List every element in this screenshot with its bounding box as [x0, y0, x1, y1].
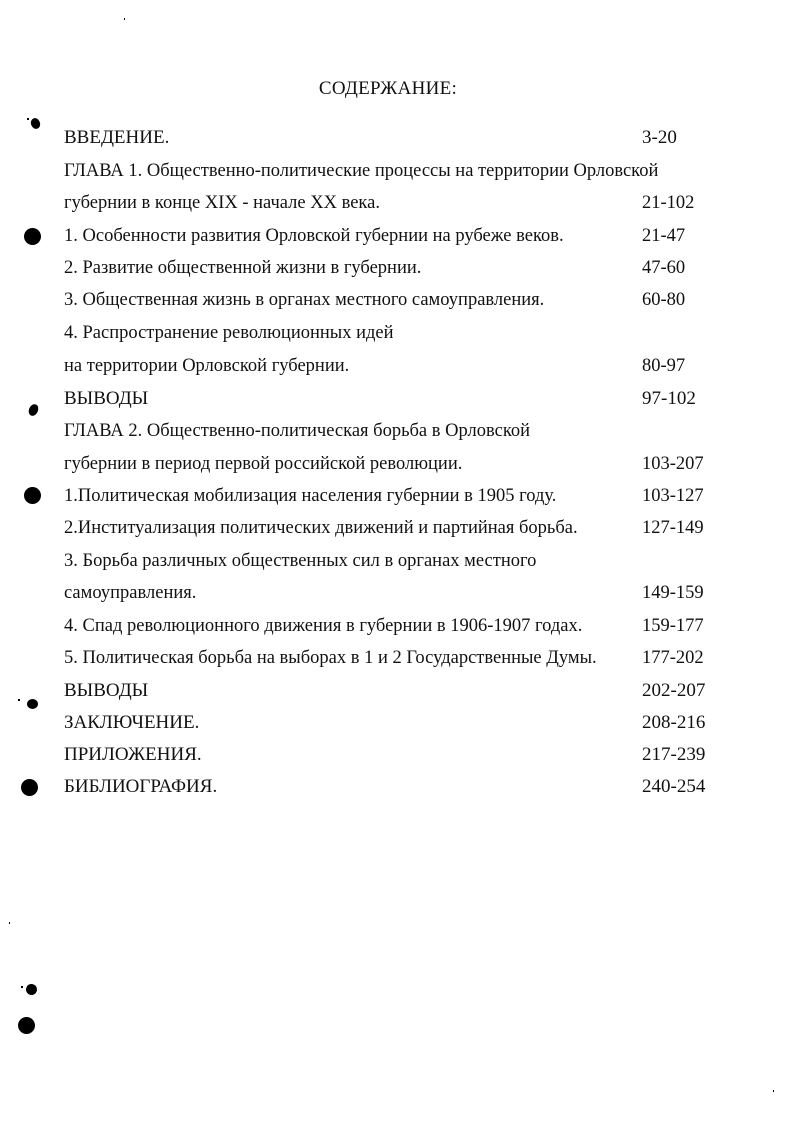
toc-entry-pages: 202-207 — [642, 680, 706, 701]
scan-speck — [18, 699, 20, 701]
toc-entry-text: 3. Борьба различных общественных сил в органах местного — [64, 551, 537, 571]
toc-entry-text: губернии в конце XIX - начале XX века. — [64, 193, 380, 213]
toc-entry — [64, 155, 714, 187]
toc-entry-pages: 80-97 — [642, 356, 686, 376]
toc-entry-pages: 127-149 — [642, 518, 704, 538]
punch-hole-mark — [24, 487, 41, 504]
scan-speck — [124, 18, 125, 20]
toc-entry — [64, 187, 714, 219]
toc-entry — [64, 545, 714, 577]
punch-hole-mark — [27, 699, 38, 709]
punch-hole-mark — [18, 1017, 35, 1034]
toc-entry-text: ВЫВОДЫ — [64, 680, 149, 701]
toc-entry-pages: 103-127 — [642, 486, 704, 506]
toc-entry — [64, 675, 714, 707]
toc-entry-pages: 208-216 — [642, 712, 706, 733]
toc-entry — [64, 317, 714, 349]
toc-entry-text: 2.Институализация политических движений и партийная борьба. — [64, 518, 578, 538]
scan-speck — [27, 118, 29, 120]
toc-entry-pages: 159-177 — [642, 616, 704, 636]
toc-entry — [64, 252, 714, 284]
toc-entry — [64, 610, 714, 642]
punch-hole-mark — [21, 779, 38, 796]
toc-entry-pages: 177-202 — [642, 648, 704, 668]
toc-entry-pages: 217-239 — [642, 744, 706, 765]
scan-speck — [21, 986, 23, 988]
toc-entry-text: ВВЕДЕНИЕ. — [64, 127, 170, 148]
toc-entry — [64, 480, 714, 512]
toc-entry-pages: 60-80 — [642, 290, 686, 310]
toc-entry — [64, 771, 714, 803]
toc-entry — [64, 284, 714, 316]
page-title: СОДЕРЖАНИЕ: — [318, 78, 458, 99]
toc-entry — [64, 577, 714, 609]
toc-entry-text: губернии в период первой российской революции. — [64, 454, 463, 474]
toc-entry-pages: 21-47 — [642, 226, 686, 246]
toc-entry-text: 1. Особенности развития Орловской губернии на рубеже веков. — [64, 226, 564, 246]
toc-entry — [64, 383, 714, 415]
punch-hole-mark — [29, 117, 41, 130]
toc-entry-text: 3. Общественная жизнь в органах местного самоуправления. — [64, 290, 545, 310]
toc-entry-text: БИБЛИОГРАФИЯ. — [64, 776, 218, 797]
toc-entry-text: ГЛАВА 1. Общественно-политические процессы на территории Орловской — [64, 161, 659, 181]
toc-entry — [64, 350, 714, 382]
toc-entry — [64, 707, 714, 739]
punch-hole-mark — [24, 228, 41, 245]
toc-entry-pages: 149-159 — [642, 583, 704, 603]
toc-entry-text: ГЛАВА 2. Общественно-политическая борьба в Орловской — [64, 421, 531, 441]
toc-entry-pages: 103-207 — [642, 454, 704, 474]
toc-entry — [64, 220, 714, 252]
scan-speck — [773, 1090, 774, 1092]
toc-entry-text: на территории Орловской губернии. — [64, 356, 350, 376]
toc-entry — [64, 512, 714, 544]
toc-entry-text: самоуправления. — [64, 583, 197, 603]
punch-hole-mark — [27, 403, 40, 418]
toc-entry — [64, 415, 714, 447]
toc-entry-text: ВЫВОДЫ — [64, 388, 149, 409]
toc-entry-text: ПРИЛОЖЕНИЯ. — [64, 744, 202, 765]
scan-speck — [9, 922, 10, 924]
toc-entry-pages: 21-102 — [642, 193, 695, 213]
punch-hole-mark — [24, 982, 39, 997]
toc-entry-text: 1.Политическая мобилизация населения губернии в 1905 году. — [64, 486, 557, 506]
toc-entry-text: 4. Распространение революционных идей — [64, 323, 394, 343]
toc-entry-pages: 3-20 — [642, 127, 677, 148]
toc-entry — [64, 448, 714, 480]
toc-entry-text: 2. Развитие общественной жизни в губернии. — [64, 258, 422, 278]
toc-entry-pages: 47-60 — [642, 258, 686, 278]
toc-entry — [64, 122, 714, 154]
toc-entry-pages: 97-102 — [642, 388, 696, 409]
toc-entry — [64, 739, 714, 771]
toc-entry-pages: 240-254 — [642, 776, 706, 797]
toc-entry — [64, 642, 714, 674]
toc-entry-text: 5. Политическая борьба на выборах в 1 и 2 Государственные Думы. — [64, 648, 597, 668]
toc-entry-text: ЗАКЛЮЧЕНИЕ. — [64, 712, 200, 733]
toc-entry-text: 4. Спад революционного движения в губернии в 1906-1907 годах. — [64, 616, 583, 636]
